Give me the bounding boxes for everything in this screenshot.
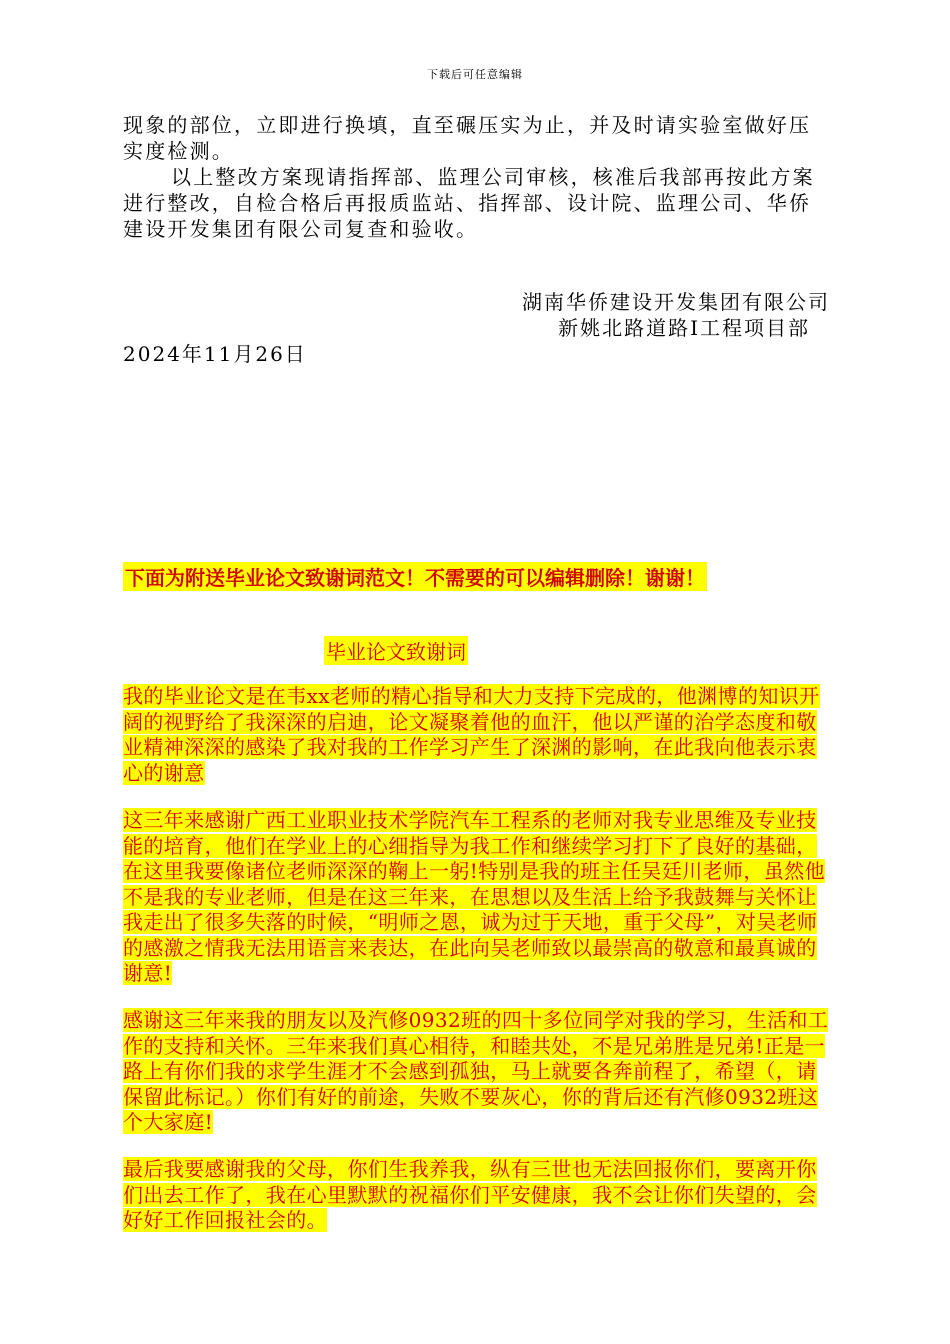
signature-date: 2024年11月26日 [123, 342, 307, 366]
acknowledgement-title: 毕业论文致谢词 [324, 636, 468, 665]
acknowledgement-paragraph-text: 最后我要感谢我的父母，你们生我养我，纵有三世也无法回报你们，要离开你们出去工作了，我在心里默默的祝福你们平安健康，我不会让你们失望的，会好好工作回报社会的。 [123, 1157, 817, 1232]
body-paragraph-2: 以上整改方案现请指挥部、监理公司审核，核准后我部再按此方案进行整改，自检合格后再报质监站、指挥部、设计院、监理公司、华侨建设开发集团有限公司复查和验收。 [123, 165, 815, 241]
page-header: 下载后可任意编辑 [427, 68, 523, 81]
acknowledgement-paragraph [123, 808, 835, 987]
acknowledgement-paragraph-text: 这三年来感谢广西工业职业技术学院汽车工程系的老师对我专业思维及专业技能的培育，他们在学业上的心细指导为我工作和继续学习打下了良好的基础，在这里我要像诸位老师深深的鞠上一躬!特别是我的班主任吴廷川老师，虽然他不是我的专业老师，但是在这三年来，在思想以及生活上给予我鼓舞与关怀让我走出了很多失落的时候，“明师之恩，诚为过于天地，重于父母”，对吴老师的感激之情我无法用语言来表达，在此向吴老师致以最崇高的敬意和最真诚的谢意! [123, 808, 826, 985]
acknowledgement-paragraph [123, 1157, 835, 1234]
notice-banner: 下面为附送毕业论文致谢词范文！不需要的可以编辑删除！谢谢！ [123, 562, 707, 591]
acknowledgement-paragraph-text: 我的毕业论文是在韦xx老师的精心指导和大力支持下完成的，他渊博的知识开阔的视野给了我深深的启迪，论文凝聚着他的血汗，他以严谨的治学态度和敬业精神深深的感染了我对我的工作学习产生了深渊的影响，在此我向他表示衷心的谢意 [123, 684, 820, 785]
acknowledgement-paragraph-text: 感谢这三年来我的朋友以及汽修0932班的四十多位同学对我的学习，生活和工作的支持和关怀。三年来我们真心相待，和睦共处，不是兄弟胜是兄弟!正是一路上有你们我的求学生涯才不会感到孤独，马上就要各奔前程了，希望（，请保留此标记。）你们有好的前途，失败不要灰心，你的背后还有汽修0932班这个大家庭! [123, 1008, 829, 1134]
signature-company: 湖南华侨建设开发集团有限公司 [522, 290, 830, 314]
signature-department: 新姚北路道路Ⅰ工程项目部 [558, 316, 810, 340]
body-paragraph-1: 现象的部位，立即进行换填，直至碾压实为止，并及时请实验室做好压实度检测。 [123, 113, 812, 163]
acknowledgement-paragraph [123, 1008, 835, 1136]
acknowledgement-paragraph [123, 684, 835, 786]
